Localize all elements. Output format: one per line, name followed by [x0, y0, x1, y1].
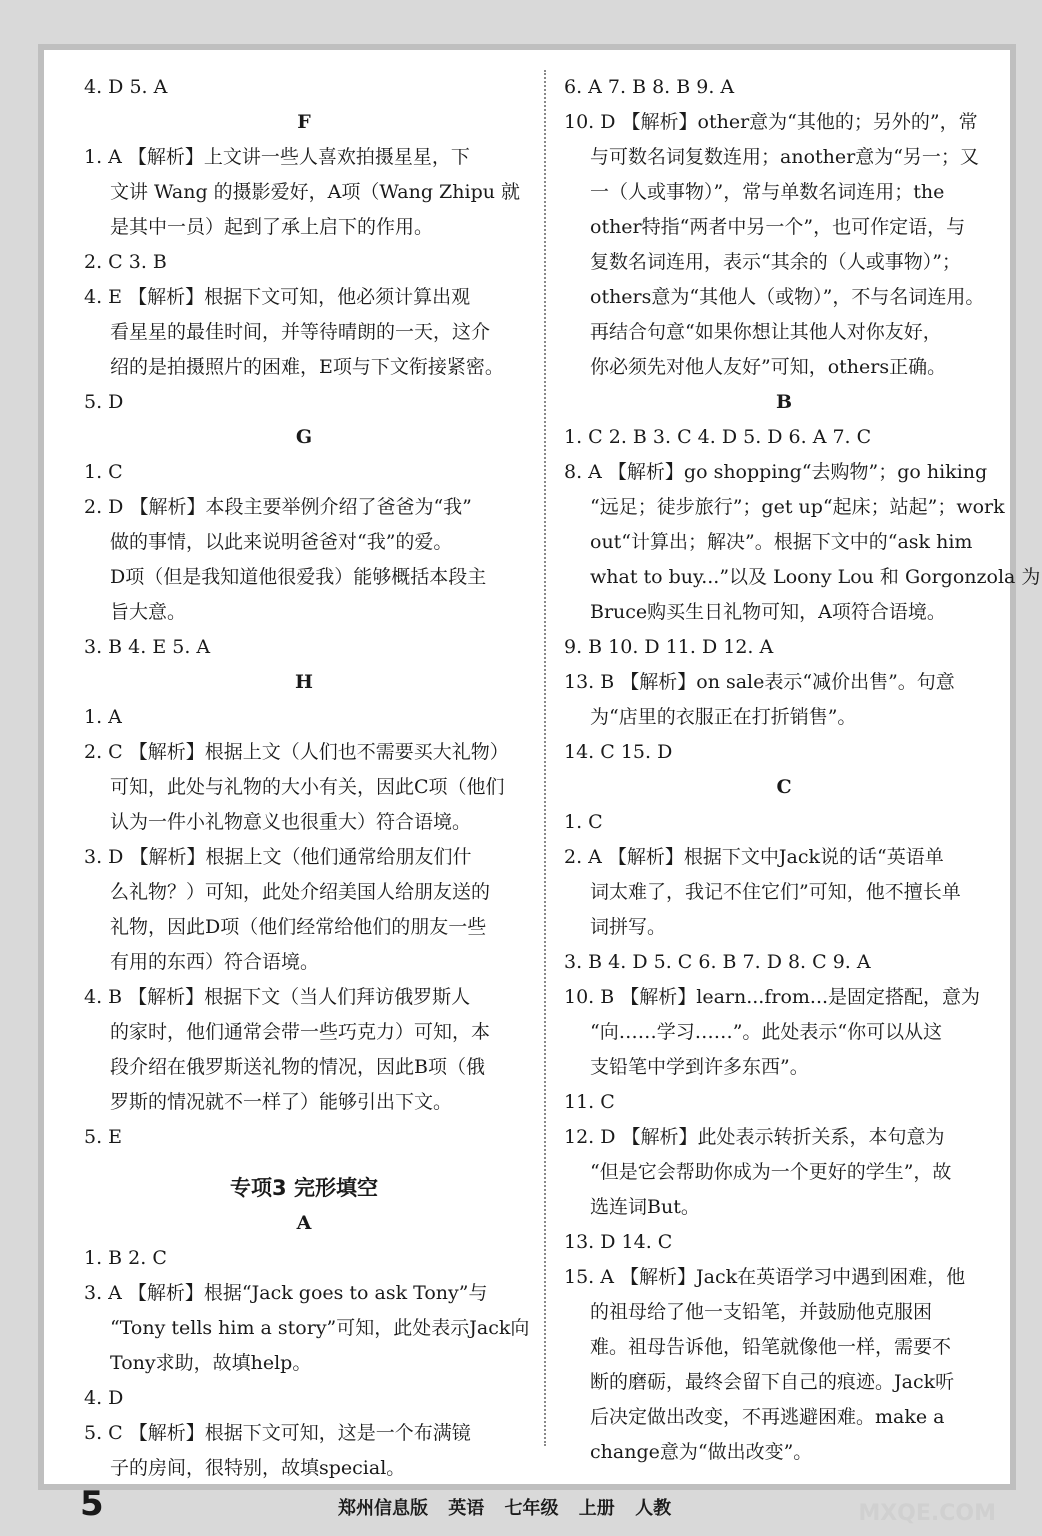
answer-line: 复数名词连用，表示“其余的（人或事物）”； [590, 251, 961, 273]
page-footer [38, 1484, 1016, 1530]
answer-line: 1. C [564, 811, 603, 833]
answer-line: 选连词But。 [590, 1196, 700, 1218]
answer-line: 再结合句意“如果你想让其他人对你友好， [590, 321, 942, 343]
answer-line: 1. A [84, 706, 122, 728]
answer-line: “但是它会帮助你成为一个更好的学生”，故 [590, 1161, 952, 1183]
answer-line: 14. C 15. D [564, 741, 673, 763]
answer-line: 3. D 【解析】根据上文（他们通常给朋友们什 [84, 846, 472, 868]
answer-line: 2. D 【解析】本段主要举例介绍了爸爸为“我” [84, 496, 472, 518]
watermark: MXQE.COM [858, 1501, 996, 1526]
answer-line: 么礼物？）可知，此处介绍美国人给朋友送的 [110, 881, 491, 903]
answer-line: 罗斯的情况就不一样了）能够引出下文。 [110, 1091, 453, 1113]
answer-line: 做的事情，以此来说明爸爸对“我”的爱。 [110, 531, 453, 553]
answer-line: D项（但是我知道他很爱我）能够概括本段主 [110, 566, 487, 588]
answer-line: 3. B 4. D 5. C 6. B 7. D 8. C 9. A [564, 951, 871, 973]
answer-line: 6. A 7. B 8. B 9. A [564, 76, 735, 98]
answer-line: 断的磨砺，最终会留下自己的痕迹。Jack听 [590, 1371, 955, 1393]
topic-heading: 专项3 完形填空 [230, 1176, 378, 1200]
answer-line: 认为一件小礼物意义也很重大）符合语境。 [110, 811, 472, 833]
answer-line: 1. C 2. B 3. C 4. D 5. D 6. A 7. C [564, 426, 872, 448]
answer-line: 1. B 2. C [84, 1247, 167, 1269]
left-column [84, 70, 530, 1486]
section-heading: F [297, 111, 311, 133]
answer-line: others意为“其他人（或物）”，不与名词连用。 [590, 286, 985, 308]
answer-line: 2. A 【解析】根据下文中Jack说的话“英语单 [564, 846, 944, 868]
answer-line: “远足；徒步旅行”；get up“起床；站起”；work [590, 496, 1005, 518]
answer-line: 5. D [84, 391, 124, 413]
answer-line: 4. D 5. A [84, 76, 168, 98]
answer-line: 旨大意。 [110, 601, 187, 623]
answer-line: 15. A 【解析】Jack在英语学习中遇到困难，他 [564, 1266, 966, 1288]
answer-page [38, 44, 1041, 1490]
answer-line: 4. B 【解析】根据下文（当人们拜访俄罗斯人 [84, 986, 471, 1008]
answer-line: 10. B 【解析】learn...from...是固定搭配，意为 [564, 986, 981, 1008]
answer-line: 为“店里的衣服正在打折销售”。 [590, 706, 857, 728]
answer-line: 1. C [84, 461, 123, 483]
answer-line: 2. C 【解析】根据上文（人们也不需要买大礼物） [84, 741, 509, 763]
answer-line: 12. D 【解析】此处表示转折关系，本句意为 [564, 1126, 945, 1148]
answer-line: Bruce购买生日礼物可知，A项符合语境。 [590, 601, 946, 623]
answer-line: out“计算出；解决”。根据下文中的“ask him [590, 531, 973, 553]
answer-line: 难。祖母告诉他，铅笔就像他一样，需要不 [590, 1336, 952, 1358]
answer-line: 11. C [564, 1091, 615, 1113]
answer-line: 4. E 【解析】根据下文可知，他必须计算出观 [84, 286, 471, 308]
answer-line: 1. A 【解析】上文讲一些人喜欢拍摄星星，下 [84, 146, 470, 168]
section-heading: H [295, 671, 313, 693]
answer-line: “Tony tells him a story”可知，此处表示Jack向 [110, 1317, 530, 1339]
answer-line: 的祖母给了他一支铅笔，并鼓励他克服困 [590, 1301, 933, 1323]
section-heading: C [776, 776, 792, 798]
answer-line: 9. B 10. D 11. D 12. A [564, 636, 774, 658]
right-column [564, 70, 1041, 1470]
answer-line: 子的房间，很特别，故填special。 [110, 1457, 406, 1479]
answer-line: 3. A 【解析】根据“Jack goes to ask Tony”与 [84, 1282, 488, 1304]
answer-line: Tony求助，故填help。 [110, 1352, 312, 1374]
answer-line: 看星星的最佳时间，并等待晴朗的一天，这介 [110, 321, 491, 343]
answer-line: 是其中一员）起到了承上启下的作用。 [110, 216, 434, 238]
answer-line: 3. B 4. E 5. A [84, 636, 211, 658]
footer-edition-text: 郑州信息版 英语 七年级 上册 人教 [338, 1498, 672, 1519]
answer-line: 4. D [84, 1387, 124, 1409]
answer-line: 词拼写。 [590, 916, 667, 938]
answer-line: what to buy...”以及 Loony Lou 和 Gorgonzola 为 [590, 566, 1041, 588]
answer-line: 一（人或事物）”，常与单数名词连用；the [590, 181, 945, 203]
answer-line: change意为“做出改变”。 [590, 1441, 813, 1463]
answer-line: 13. D 14. C [564, 1231, 673, 1253]
answer-line: 的家时，他们通常会带一些巧克力）可知，本 [110, 1021, 491, 1043]
column-divider [544, 70, 546, 1446]
answer-line: 你必须先对他人友好”可知，others正确。 [590, 356, 947, 378]
answer-line: 后决定做出改变，不再逃避困难。make a [590, 1406, 945, 1428]
answer-line: 文讲 Wang 的摄影爱好，A项（Wang Zhipu 就 [110, 181, 521, 203]
answer-line: 可知，此处与礼物的大小有关，因此C项（他们 [110, 776, 505, 798]
section-heading: B [775, 391, 793, 413]
section-heading: G [295, 426, 313, 448]
section-heading: A [296, 1212, 312, 1234]
answer-line: 10. D 【解析】other意为“其他的；另外的”，常 [564, 111, 978, 133]
answer-line: 段介绍在俄罗斯送礼物的情况，因此B项（俄 [110, 1056, 485, 1078]
answer-line: 礼物，因此D项（他们经常给他们的朋友一些 [110, 916, 487, 938]
answer-line: 支铅笔中学到许多东西”。 [590, 1056, 809, 1078]
answer-line: 绍的是拍摄照片的困难，E项与下文衔接紧密。 [110, 356, 504, 378]
answer-line: 与可数名词复数连用；another意为“另一；又 [590, 146, 979, 168]
answer-line: 13. B 【解析】on sale表示“减价出售”。句意 [564, 671, 955, 693]
answer-line: 有用的东西）符合语境。 [110, 951, 320, 973]
page-number: 5 [80, 1484, 104, 1524]
answer-line: other特指“两者中另一个”，也可作定语，与 [590, 216, 966, 238]
answer-line: 词太难了，我记不住它们”可知，他不擅长单 [590, 881, 961, 903]
answer-line: 8. A 【解析】go shopping“去购物”；go hiking [564, 461, 988, 483]
answer-line: “向……学习……”。此处表示“你可以从这 [590, 1021, 943, 1043]
answer-line: 5. C 【解析】根据下文可知，这是一个布满镜 [84, 1422, 471, 1444]
answer-line: 5. E [84, 1126, 123, 1148]
answer-line: 2. C 3. B [84, 251, 167, 273]
